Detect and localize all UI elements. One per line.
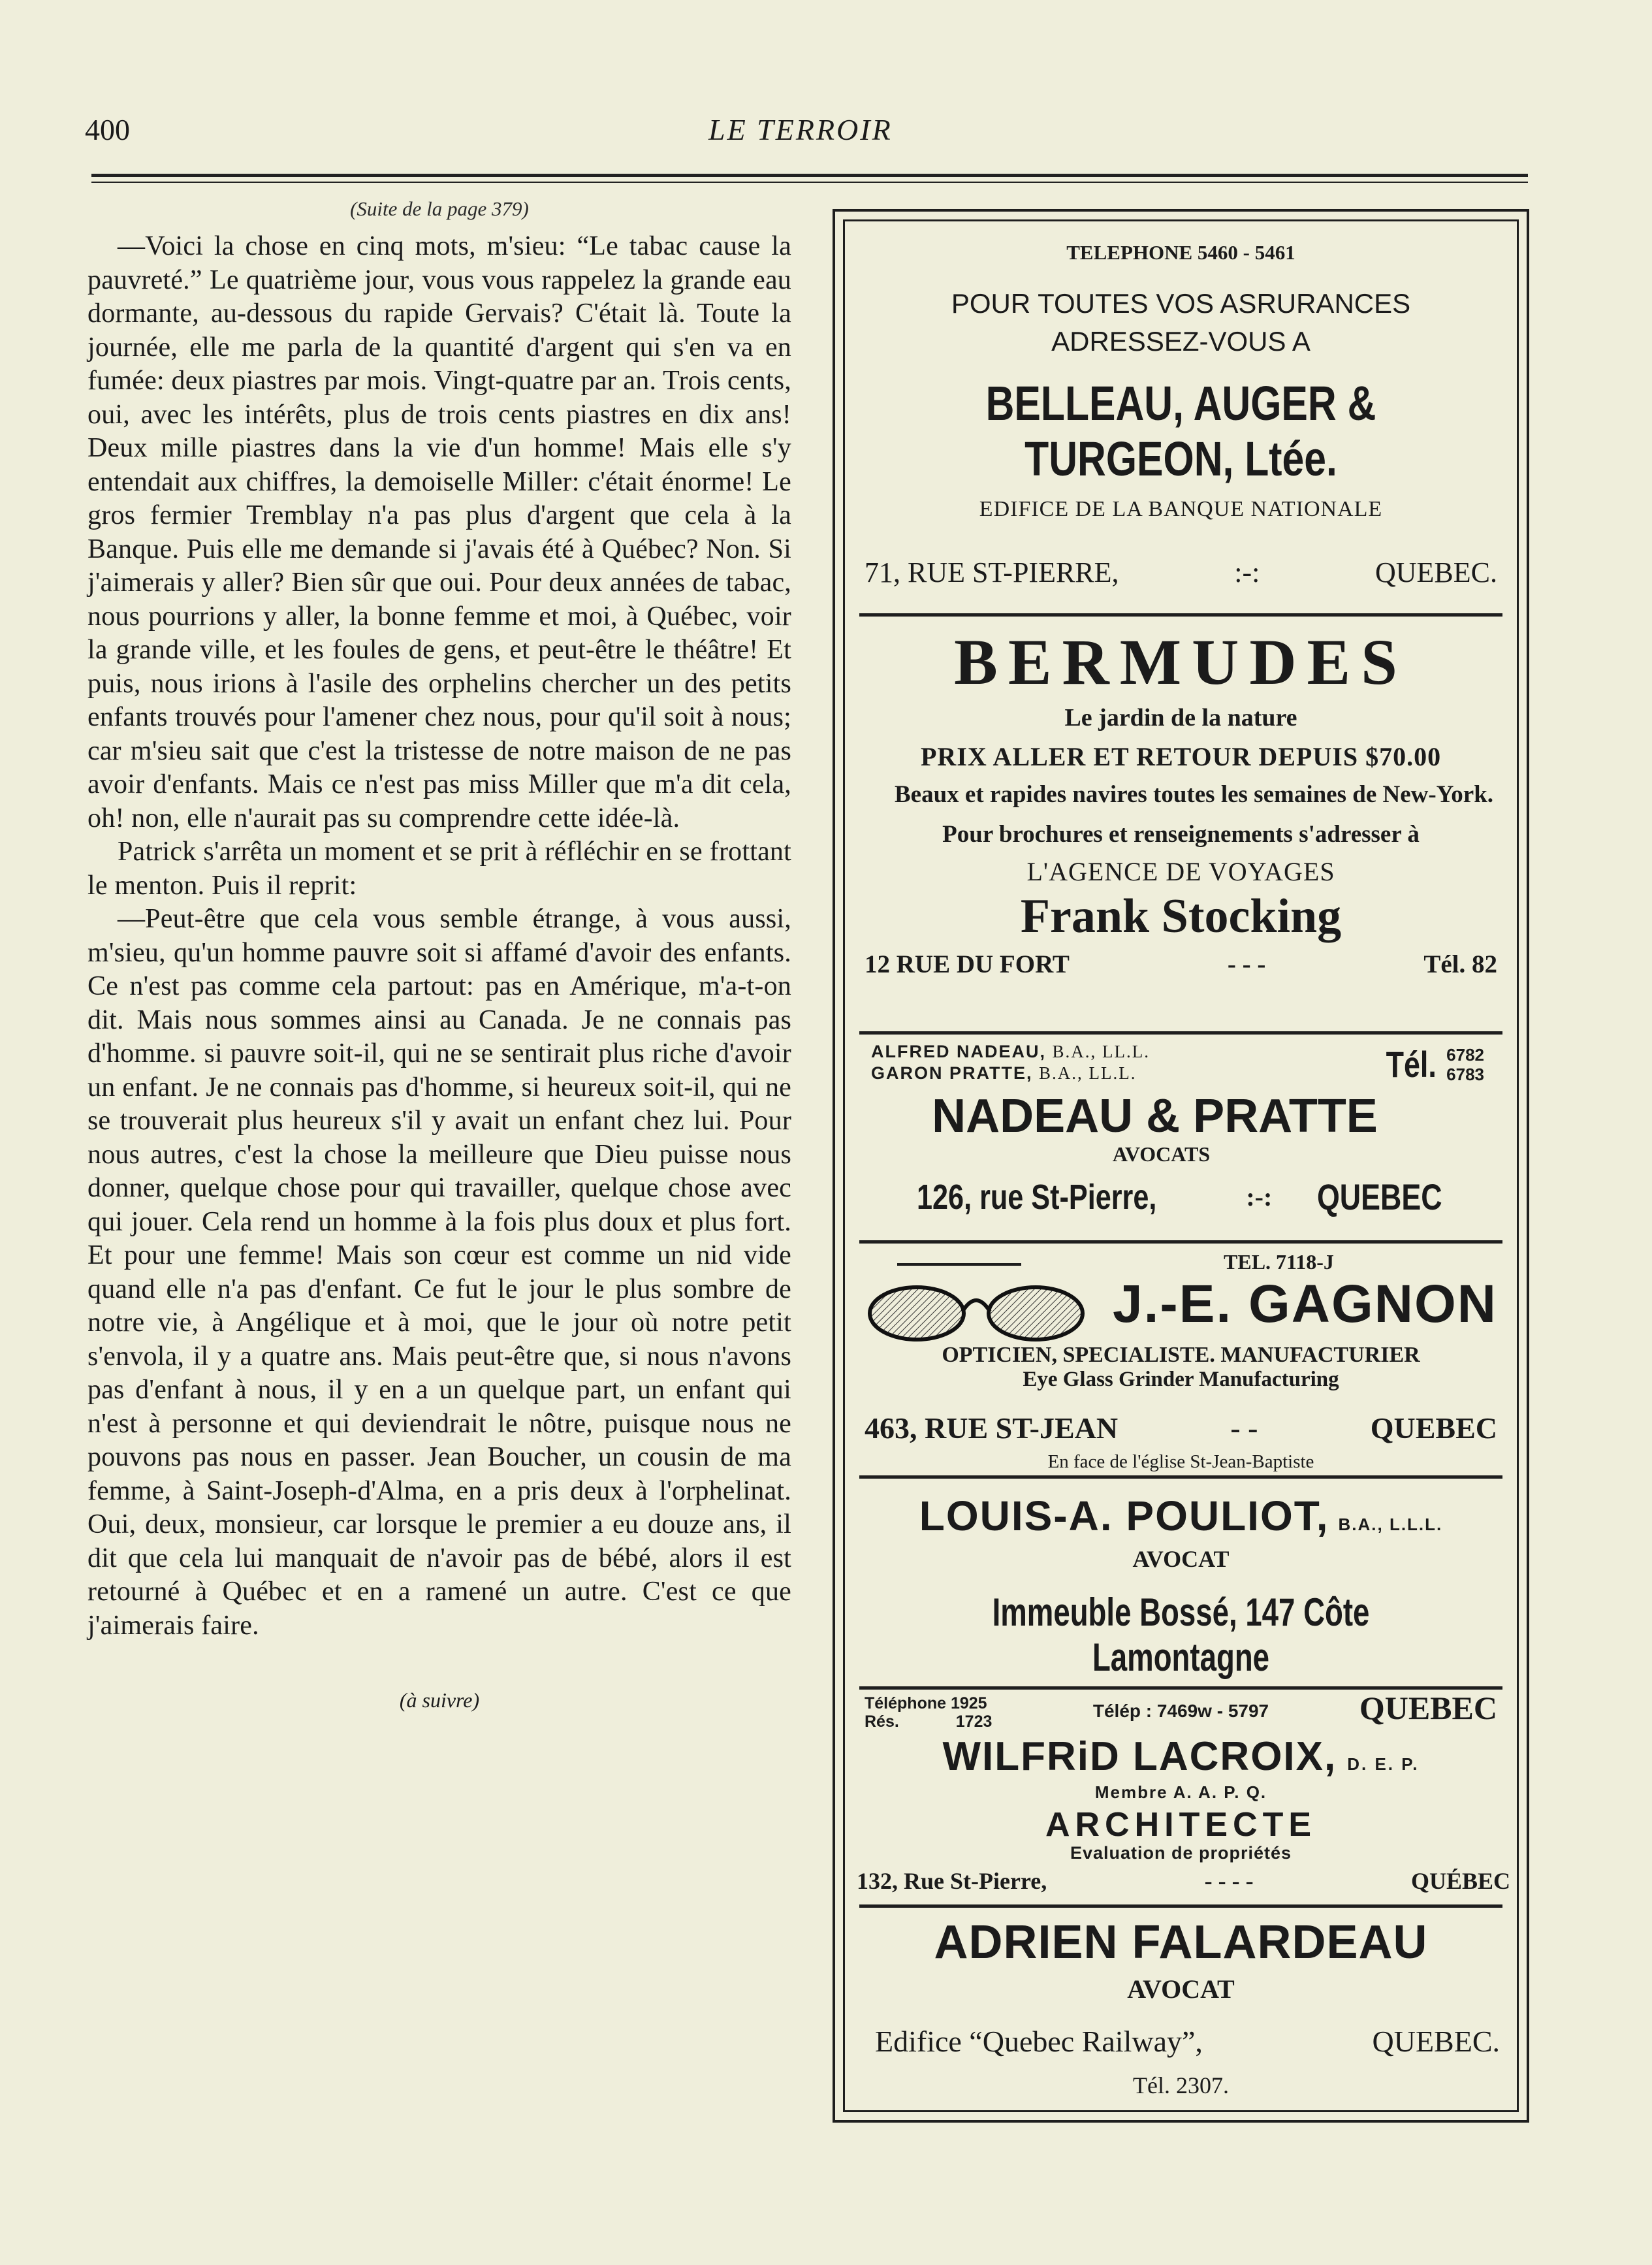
to-be-continued: (à suivre)	[399, 1688, 480, 1712]
insurance-line-1: POUR TOUTES VOS ASRURANCES	[951, 288, 1411, 319]
optician-landmark: En face de l'église St-Jean-Baptiste	[1047, 1451, 1314, 1472]
story-paragraph-3: —Peut-être que cela vous semble étrange, à vous aussi, m'sieu, qu'un homme pauvre soit si affamé d'avoir des enfants. Ce n'est pas comme cela partout: pas en Amérique, m'a-t-on dit. Mais nous sommes ainsi au Canada. Je ne connais pas d'homme. si pauvre soit-il, qui ne se sentirait plus riche d'avoir un enfant. Je ne connais pas d'homme, si heureux soit-il, qui ne se trouverait plus heureux s'il y avait un enfant chez lui. Pour nous autres, c'est la chose la meilleure que Dieu puisse nous donner, quelque chose pour qui travailler, quelque chose avec qui jouer. Cela rend un homme à la fois plus doux et plus fort. Et pour une femme! Mais son cœur est comme un nid vide quand elle n'a pas d'enfant. Ce fut le jour le plus sombre de notre vie, à Angélique et à moi, que le jour où notre petit s'envola, il y a quatre ans. Mais peut-être que, si nous n'avons pas d'enfant à nous, il y en a un quelque part, un enfant qui n'est à personne et qui deviendrait le nôtre, puisque nous ne pouvons pas nous en passer. Jean Boucher, un cousin de ma femme, à Saint-Joseph-d'Alma, en a pris deux à l'orphelinat. Oui, deux, monsieur, car lorsque le premier a eu douze ans, il dit que cela lui manquait de n'avoir pas de bébé, alors il est retourné à Québec et en a ramené un autre. C'est ce que j'aimerais faire.	[87, 904, 791, 1641]
header-rule-top	[91, 174, 1528, 177]
optician-subtitle: Eye Glass Grinder Manufacturing	[1023, 1368, 1339, 1391]
nadeau-pratte-separator: :-:	[1246, 1182, 1273, 1212]
optician-name: J.-E. GAGNON	[1113, 1274, 1497, 1334]
bermudes-info: Pour brochures et renseignements s'adresser à	[942, 821, 1420, 848]
lacroix-city: QUÉBEC	[1410, 1868, 1510, 1894]
falardeau-city: QUEBEC.	[1372, 2025, 1500, 2058]
falardeau-title: AVOCAT	[1127, 1974, 1235, 2004]
pouliot-phone: 1925	[950, 1694, 987, 1712]
partner-2-degree: B.A., LL.L.	[1039, 1063, 1137, 1083]
lacroix-phones: Télép : 7469w - 5797	[1092, 1701, 1269, 1721]
insurance-company: BELLEAU, AUGER & TURGEON, Ltée.	[985, 376, 1376, 486]
insurance-line-2: ADRESSEZ-VOUS A	[1051, 326, 1310, 357]
ad-divider	[859, 1031, 1502, 1035]
ad-divider	[859, 1475, 1502, 1479]
pouliot-name: LOUIS-A. POULIOT,	[919, 1492, 1329, 1539]
ad-divider	[859, 613, 1502, 617]
lacroix-membership: Membre A. A. P. Q.	[1094, 1782, 1267, 1802]
advertisements-inner-frame	[843, 219, 1519, 2112]
bermudes-price: PRIX ALLER ET RETOUR DEPUIS $70.00	[920, 742, 1442, 771]
pouliot-city: QUEBEC	[1359, 1690, 1497, 1726]
story-paragraph-2: Patrick s'arrêta un moment et se prit à réfléchir en se frottant le menton. Puis il reprit:	[87, 837, 791, 901]
pouliot-title: AVOCAT	[1132, 1546, 1230, 1572]
optician-trade: OPTICIEN, SPECIALISTE. MANUFACTURIER	[942, 1343, 1420, 1367]
lacroix-ad	[845, 1701, 1517, 1900]
insurance-telephone: TELEPHONE 5460 - 5461	[1066, 241, 1295, 264]
travel-agency: L'AGENCE DE VOYAGES	[1026, 857, 1335, 886]
optician-dashes: - -	[1230, 1411, 1258, 1445]
insurance-city: QUEBEC.	[1375, 556, 1497, 588]
lacroix-address: 132, Rue St-Pierre,	[857, 1868, 1047, 1894]
nadeau-pratte-firm: NADEAU & PRATTE	[932, 1090, 1378, 1142]
eyeglasses-icon	[865, 1277, 1087, 1349]
travel-address: 12 RUE DU FORT	[865, 950, 1070, 978]
lacroix-subtitle: Evaluation de propriétés	[1070, 1843, 1292, 1863]
falardeau-phone: Tél. 2307.	[1133, 2072, 1229, 2098]
insurance-building: EDIFICE DE LA BANQUE NATIONALE	[979, 497, 1383, 521]
lawyers-tel-2: 6783	[1446, 1064, 1484, 1084]
nadeau-pratte-title: AVOCATS	[1112, 1142, 1211, 1166]
insurance-separator: :-:	[1234, 556, 1260, 588]
travel-agent: Frank Stocking	[1020, 890, 1342, 943]
insurance-ad	[845, 241, 1517, 613]
lacroix-dashes: - - - -	[1204, 1868, 1254, 1894]
bermudes-tagline: Le jardin de la nature	[1064, 704, 1297, 731]
lacroix-name: WILFRiD LACROIX,	[942, 1734, 1337, 1779]
lacroix-degree: D. E. P.	[1347, 1754, 1420, 1774]
insurance-address: 71, RUE ST-PIERRE,	[865, 556, 1119, 588]
optician-ad	[845, 1250, 1517, 1479]
lawyers-tel-1: 6782	[1446, 1044, 1484, 1065]
pouliot-phone-label: Téléphone	[865, 1694, 947, 1712]
ad-divider	[859, 1686, 1502, 1690]
travel-dashes: - - -	[1227, 950, 1266, 978]
ad-divider	[859, 1904, 1502, 1908]
bermudes-headline: BERMUDES	[954, 626, 1408, 698]
nadeau-pratte-city: QUEBEC	[1317, 1176, 1443, 1217]
continuation-note: (Suite de la page 379)	[350, 197, 529, 220]
header-rule-bottom	[91, 182, 1528, 183]
eyeglasses-bar	[897, 1263, 1021, 1266]
falardeau-address: Edifice “Quebec Railway”,	[875, 2025, 1203, 2058]
pouliot-address: Immeuble Bossé, 147 Côte Lamontagne	[992, 1590, 1370, 1679]
advertisements-frame	[833, 209, 1529, 2123]
pouliot-degree: B.A., L.L.L.	[1338, 1515, 1443, 1534]
bermudes-ships: Beaux et rapides navires toutes les semaines de New-York.	[895, 781, 1494, 808]
nadeau-pratte-ad	[845, 1042, 1517, 1238]
story-paragraph-1: —Voici la chose en cinq mots, m'sieu: “Le tabac cause la pauvreté.” Le quatrième jour, vous vous rappelez la grande eau dormante, au-dessous du rapide Gervais? C'était là. Toute la journée, elle me parla de la quantité d'argent qui s'en va en fumée: deux piastres par mois. Vingt-quatre par an. Trois cents, oui, avec les intérêts, plus de trois cents piastres en dix ans! Deux mille piastres dans la vie d'un homme! Mais elle s'y entendait aux chiffres, la demoiselle Miller: c'était énorme! Le gros fermier Tremblay n'a pas plus d'argent que cela à la Banque. Puis elle me demande si j'avais été à Québec? Non. Si j'aimerais y aller? Bien sûr que oui. Pour deux années de tabac, nous pourrions y aller, la bonne femme et moi, à Québec, voir la grande ville, et les foules de gens, et peut-être le théâtre! Et puis, nous irions à l'asile des orphelins chercher un des petits enfants trouvés pour l'amener chez nous, pour qu'il soit à nous; car m'sieu sait que c'est la tristesse de notre maison de ne pas avoir d'enfants. Mais ce n'est pas miss Miller que m'a dit cela, oh! non, elle n'aurait pas su comprendre cette idée-là.	[87, 231, 791, 833]
story-column	[87, 189, 791, 1712]
pouliot-res-phone: 1723	[955, 1712, 993, 1731]
pouliot-res-label: Rés.	[865, 1712, 899, 1731]
lacroix-title: ARCHITECTE	[1045, 1806, 1317, 1844]
falardeau-name: ADRIEN FALARDEAU	[934, 1916, 1428, 1968]
ad-divider	[859, 1240, 1502, 1244]
nadeau-pratte-address: 126, rue St-Pierre,	[917, 1177, 1157, 1217]
partner-1-name: ALFRED NADEAU,	[871, 1042, 1046, 1061]
optician-tel: TEL. 7118-J	[1224, 1250, 1334, 1274]
optician-city: QUEBEC	[1370, 1411, 1497, 1445]
partner-1-degree: B.A., LL.L.	[1052, 1042, 1151, 1061]
page-number: 400	[85, 113, 130, 146]
partner-2-name: GARON PRATTE,	[871, 1063, 1033, 1083]
optician-address: 463, RUE ST-JEAN	[865, 1411, 1119, 1445]
lawyers-tel-label: Tél.	[1386, 1044, 1437, 1085]
travel-phone: Tél. 82	[1423, 950, 1497, 978]
falardeau-ad	[845, 1916, 1517, 2112]
journal-title: LE TERROIR	[708, 113, 893, 146]
